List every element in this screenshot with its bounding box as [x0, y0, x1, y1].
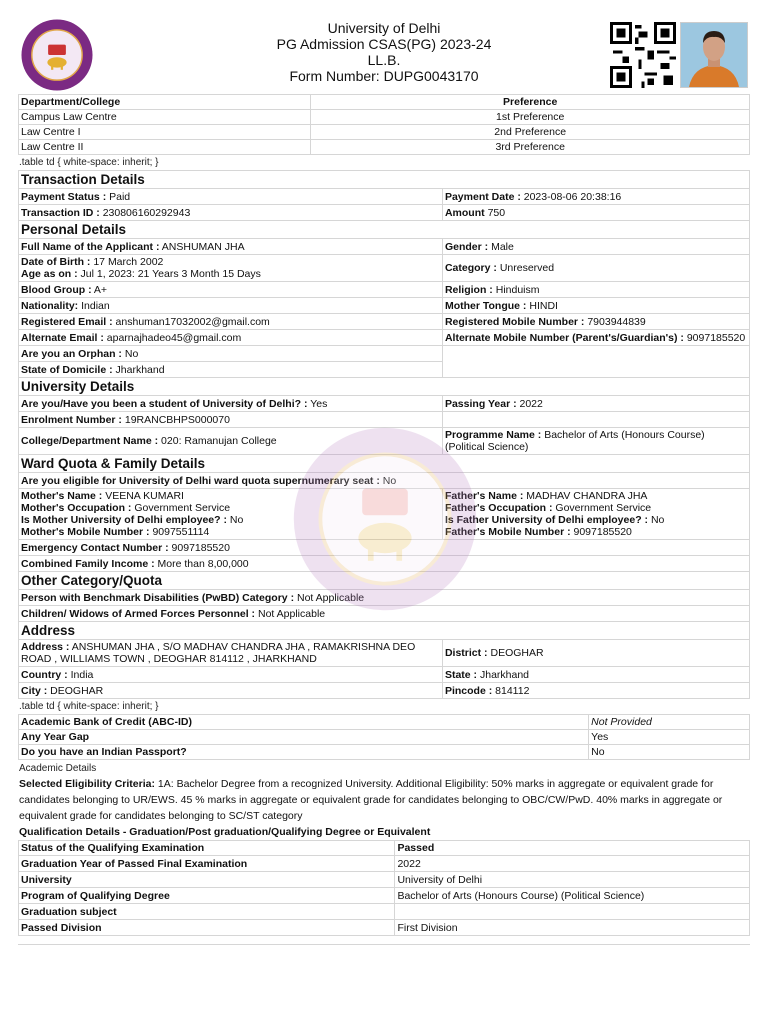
table-row — [19, 888, 750, 904]
course-name: LL.B. — [367, 52, 401, 68]
preferences-table — [18, 94, 750, 155]
state-domicile: State of Domicile : Jharkhand — [19, 362, 443, 378]
gender: Gender : Male — [442, 239, 749, 255]
table-row — [19, 872, 750, 888]
mother-tongue: Mother Tongue : HINDI — [442, 298, 749, 314]
qual-value: University of Delhi — [395, 872, 750, 888]
table-row — [19, 841, 750, 856]
category: Category : Unreserved — [442, 255, 749, 282]
table-row — [19, 125, 750, 140]
eligibility-criteria: Selected Eligibility Criteria: 1A: Bachelor Degree from a recognized University. Additional Eligibility: 50% marks in aggregate or equivalent grade for candidates belonging to UR/EWS. 45 % marks in aggregate or equivalent grade for candidates belonging to OBC/CW/PwD. 40% marks in aggregate or equivalent grade for candidates belonging to SC/ST category — [19, 778, 723, 822]
pwbd-category: Person with Benchmark Disabilities (PwBD) Category : Not Applicable — [19, 590, 750, 606]
extra-table — [18, 714, 750, 760]
table-row — [19, 110, 750, 125]
applicant-name: Full Name of the Applicant : ANSHUMAN JHA — [19, 239, 443, 255]
qr-code-icon — [610, 22, 676, 88]
table-row — [19, 904, 750, 920]
college-name: College/Department Name : 020: Ramanujan College — [19, 428, 443, 455]
passport-label: Do you have an Indian Passport? — [19, 745, 589, 760]
qualification-table — [18, 840, 750, 936]
enrolment-number: Enrolment Number : 19RANCBHPS000070 — [19, 412, 443, 428]
admission-form — [18, 14, 750, 945]
abc-label: Academic Bank of Credit (ABC-ID) — [19, 715, 589, 730]
dob-age: Date of Birth : 17 March 2002 Age as on : Jul 1, 2023: 21 Years 3 Month 15 Days — [19, 255, 443, 282]
css-note: .table td { white-space: inherit; } — [19, 701, 159, 712]
father-details: Father's Name : MADHAV CHANDRA JHA Father's Occupation : Government Service Is Father University of Delhi employee? : No Father's Mobile Number : 9097185520 — [442, 489, 749, 540]
table-row — [19, 140, 750, 155]
address-line: Address : ANSHUMAN JHA , S/O MADHAV CHANDRA JHA , RAMAKRISHNA DEO ROAD , WILLIAMS TOWN , DEOGHAR 814112 , JHARKHAND — [19, 640, 443, 667]
table-row — [19, 730, 750, 745]
table-row — [19, 715, 750, 730]
abc-value: Not Provided — [589, 715, 750, 730]
ward-eligible: Are you eligible for University of Delhi ward quota supernumerary seat : No — [19, 473, 750, 489]
passport-value: No — [589, 745, 750, 760]
form-number: Form Number: DUPG0043170 — [289, 68, 479, 84]
pref-dept: Law Centre I — [19, 125, 311, 140]
empty-cell — [442, 412, 749, 428]
alternate-email: Alternate Email : aparnajhadeo45@gmail.com — [19, 330, 443, 346]
css-note: .table td { white-space: inherit; } — [19, 157, 159, 168]
academic-title: Academic Details — [19, 763, 97, 774]
pref-rank: 1st Preference — [311, 110, 750, 125]
qual-value: 2022 — [395, 856, 750, 872]
gap-value: Yes — [589, 730, 750, 745]
applicant-photo — [680, 22, 748, 88]
pref-rank: 3rd Preference — [311, 140, 750, 155]
religion: Religion : Hinduism — [442, 282, 749, 298]
bottom-divider — [18, 936, 750, 945]
state: State : Jharkhand — [442, 667, 749, 683]
qual-label: Program of Qualifying Degree — [19, 888, 395, 904]
details-table — [18, 170, 750, 699]
orphan-status: Are you an Orphan : No — [19, 346, 443, 362]
alternate-mobile: Alternate Mobile Number (Parent's/Guardian's) : 9097185520 — [442, 330, 749, 346]
university-name: University of Delhi — [327, 20, 441, 36]
qual-label: University — [19, 872, 395, 888]
table-row — [19, 920, 750, 936]
form-header — [18, 14, 750, 94]
empty-cell — [442, 346, 749, 378]
programme-name: Programme Name : Bachelor of Arts (Honours Course) (Political Science) — [442, 428, 749, 455]
section-title: Other Category/Quota — [19, 572, 750, 590]
table-row — [19, 856, 750, 872]
pref-dept: Campus Law Centre — [19, 110, 311, 125]
qual-label: Passed Division — [19, 920, 395, 936]
passing-year: Passing Year : 2022 — [442, 396, 749, 412]
du-student: Are you/Have you been a student of University of Delhi? : Yes — [19, 396, 443, 412]
section-title: University Details — [19, 378, 750, 396]
section-title: Transaction Details — [19, 171, 750, 189]
district: District : DEOGHAR — [442, 640, 749, 667]
city: City : DEOGHAR — [19, 683, 443, 699]
amount: Amount 750 — [442, 205, 749, 221]
admission-name: PG Admission CSAS(PG) 2023-24 — [276, 36, 492, 52]
qual-label: Status of the Qualifying Examination — [19, 841, 395, 856]
payment-status: Payment Status : Paid — [19, 189, 443, 205]
pincode: Pincode : 814112 — [442, 683, 749, 699]
family-income: Combined Family Income : More than 8,00,000 — [19, 556, 750, 572]
nationality: Nationality: Indian — [19, 298, 443, 314]
pref-dept: Law Centre II — [19, 140, 311, 155]
qual-label: Graduation Year of Passed Final Examination — [19, 856, 395, 872]
registered-mobile: Registered Mobile Number : 7903944839 — [442, 314, 749, 330]
registered-email: Registered Email : anshuman17032002@gmail.com — [19, 314, 443, 330]
qual-label: Graduation subject — [19, 904, 395, 920]
emergency-contact: Emergency Contact Number : 9097185520 — [19, 540, 750, 556]
section-title: Personal Details — [19, 221, 750, 239]
cw-category: Children/ Widows of Armed Forces Personnel : Not Applicable — [19, 606, 750, 622]
blood-group: Blood Group : A+ — [19, 282, 443, 298]
qual-value: Bachelor of Arts (Honours Course) (Political Science) — [395, 888, 750, 904]
qual-value: Passed — [395, 841, 750, 856]
qualification-title: Qualification Details - Graduation/Post graduation/Qualifying Degree or Equivalent — [19, 826, 431, 838]
mother-details: Mother's Name : VEENA KUMARI Mother's Occupation : Government Service Is Mother University of Delhi employee? : No Mother's Mobile Number : 9097551114 — [19, 489, 443, 540]
section-title: Ward Quota & Family Details — [19, 455, 750, 473]
payment-date: Payment Date : 2023-08-06 20:38:16 — [442, 189, 749, 205]
col-preference: Preference — [311, 95, 750, 110]
col-department: Department/College — [19, 95, 311, 110]
table-row — [19, 745, 750, 760]
qual-value: First Division — [395, 920, 750, 936]
pref-rank: 2nd Preference — [311, 125, 750, 140]
transaction-id: Transaction ID : 230806160292943 — [19, 205, 443, 221]
qual-value — [395, 904, 750, 920]
section-title: Address — [19, 622, 750, 640]
country: Country : India — [19, 667, 443, 683]
gap-label: Any Year Gap — [19, 730, 589, 745]
